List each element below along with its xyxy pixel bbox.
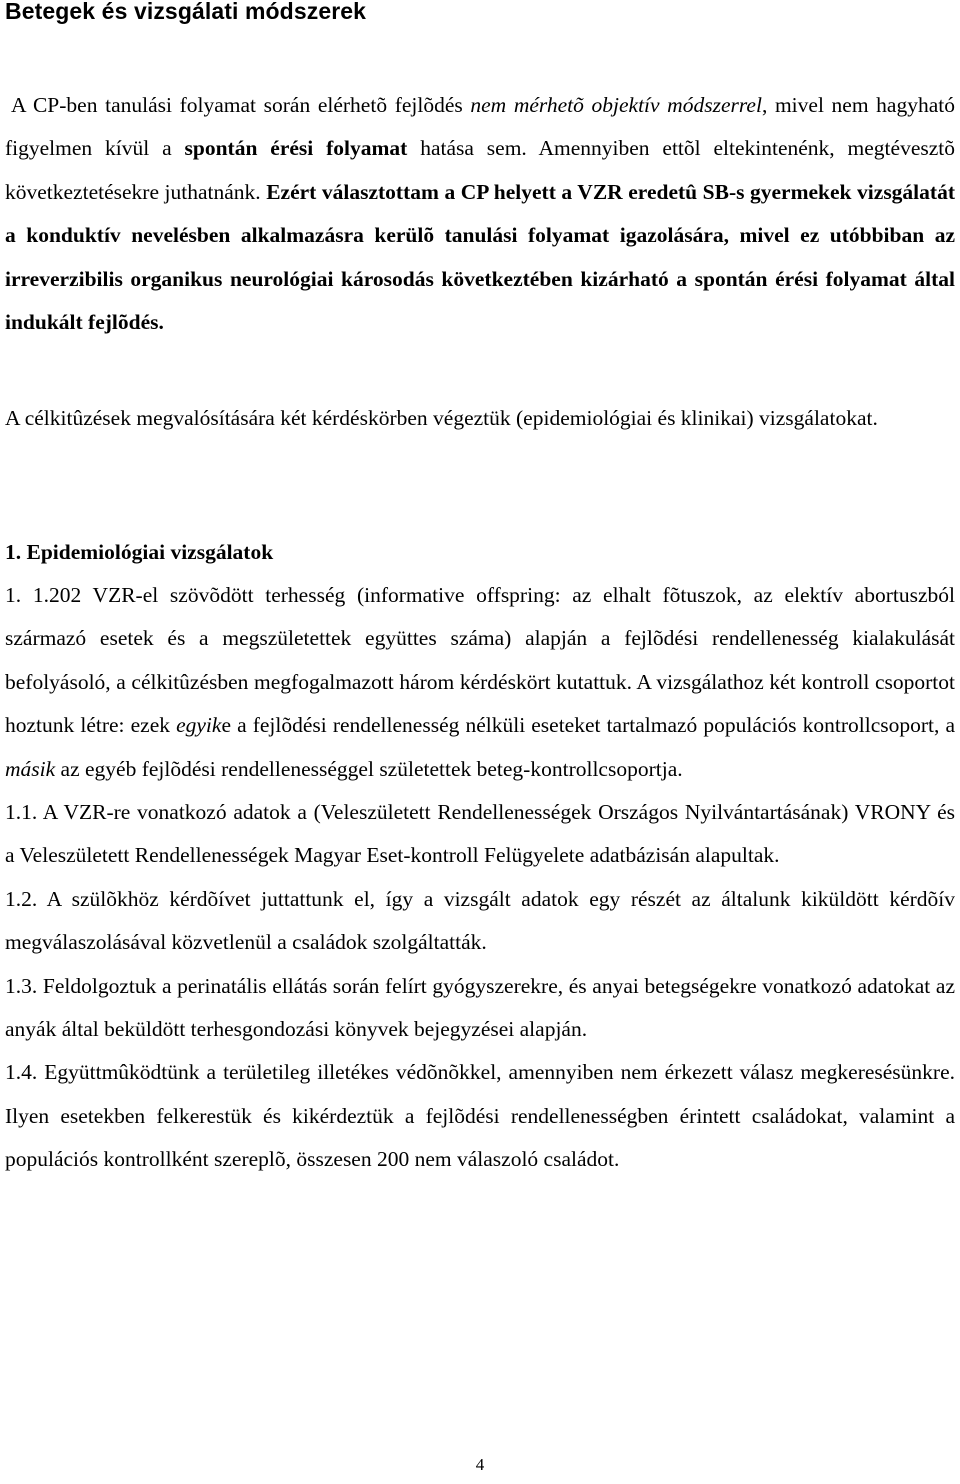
italic-run: másik (5, 756, 56, 781)
method-item: 1.4. Együttmûködtünk a területileg illetékes védõnõkkel, amennyiben nem érkezett válasz megkeresésünkre. Ilyen esetekben felkerestük és kikérdeztük a fejlõdési rendellenességben érintett családokat, valamint a populációs kontrollként szereplõ, összesen 200 nem válaszoló családot. (5, 1060, 955, 1172)
methods-paragraph (5, 574, 955, 791)
method-item: 1.3. Feldolgoztuk a perinatális ellátás során felírt gyógyszerekre, és anyai betegségekre vonatkozó adatokat az anyák által beküldött terhesgondozási könyvek bejegyzései alapján. (5, 973, 955, 1042)
method-item: 1.1. A VZR-re vonatkozó adatok a (Veleszületett Rendellenességek Országos Nyilvántartásának) VRONY és a Veleszületett Rendellenességek Magyar Eset-kontroll Felügyelete adatbázisán alapultak. (5, 800, 955, 868)
text-run: 1. 1.202 VZR-el szövõdött terhesség (informative offspring: az elhalt fõtuszok, az elektív abortuszból származó esetek és a megszületettek együttes száma) alapján a fejlõdési rendellenesség kialakulását befolyásoló, a célkitûzésben megfogalmazott három kérdéskört kutattuk. A vizsgálathoz két kontroll csoportot hoztunk létre: ezek (5, 583, 955, 738)
italic-run: egyik (176, 713, 222, 738)
bold-run: spontán érési folyamat (184, 136, 408, 161)
section-heading: 1. Epidemiológiai vizsgálatok (5, 540, 274, 564)
italic-run: nem mérhetõ objektív módszerrel (470, 93, 762, 117)
page-title: Betegek és vizsgálati módszerek (5, 0, 367, 24)
page-number: 4 (475, 1455, 485, 1474)
text-run: az egyéb fejlõdési rendellenességgel születettek beteg-kontrollcsoportja. (55, 756, 683, 781)
text-run: , mivel nem hagyható figyelmen kívül a (5, 93, 955, 161)
methods-body (5, 574, 955, 1182)
text-run: A CP-ben tanulási folyamat során elérhetõ fejlõdés (11, 93, 471, 117)
bold-run: Ezért választottam a CP helyett a VZR eredetû SB-s gyermekek vizsgálatát a konduktív nevelésben alkalmazásra kerülõ tanulási folyamat igazolására, mivel ez utóbbiban az irreverzibilis organikus neurológiai károsodás következtében kizárható a spontán érési folyamat által indukált fejlõdés. (5, 179, 955, 335)
text-run: e a fejlõdési rendellenesség nélküli eseteket tartalmazó populációs kontrollcsoport, a (221, 713, 955, 738)
intro-paragraph (5, 84, 955, 344)
method-item: 1.2. A szülõkhöz kérdõívet juttattunk el, így a vizsgált adatok egy részét az általunk kiküldött kérdõív megválaszolásával közvetlenül a családok szolgáltatták. (5, 886, 955, 955)
objectives-paragraph: A célkitûzések megvalósítására két kérdéskörben végeztük (epidemiológiai és klinikai) vizsgálatokat. (5, 406, 878, 430)
text-run: hatása sem. Amennyiben ettõl eltekintenénk, megtévesztõ következtetésekre juthatnánk. (5, 136, 955, 204)
